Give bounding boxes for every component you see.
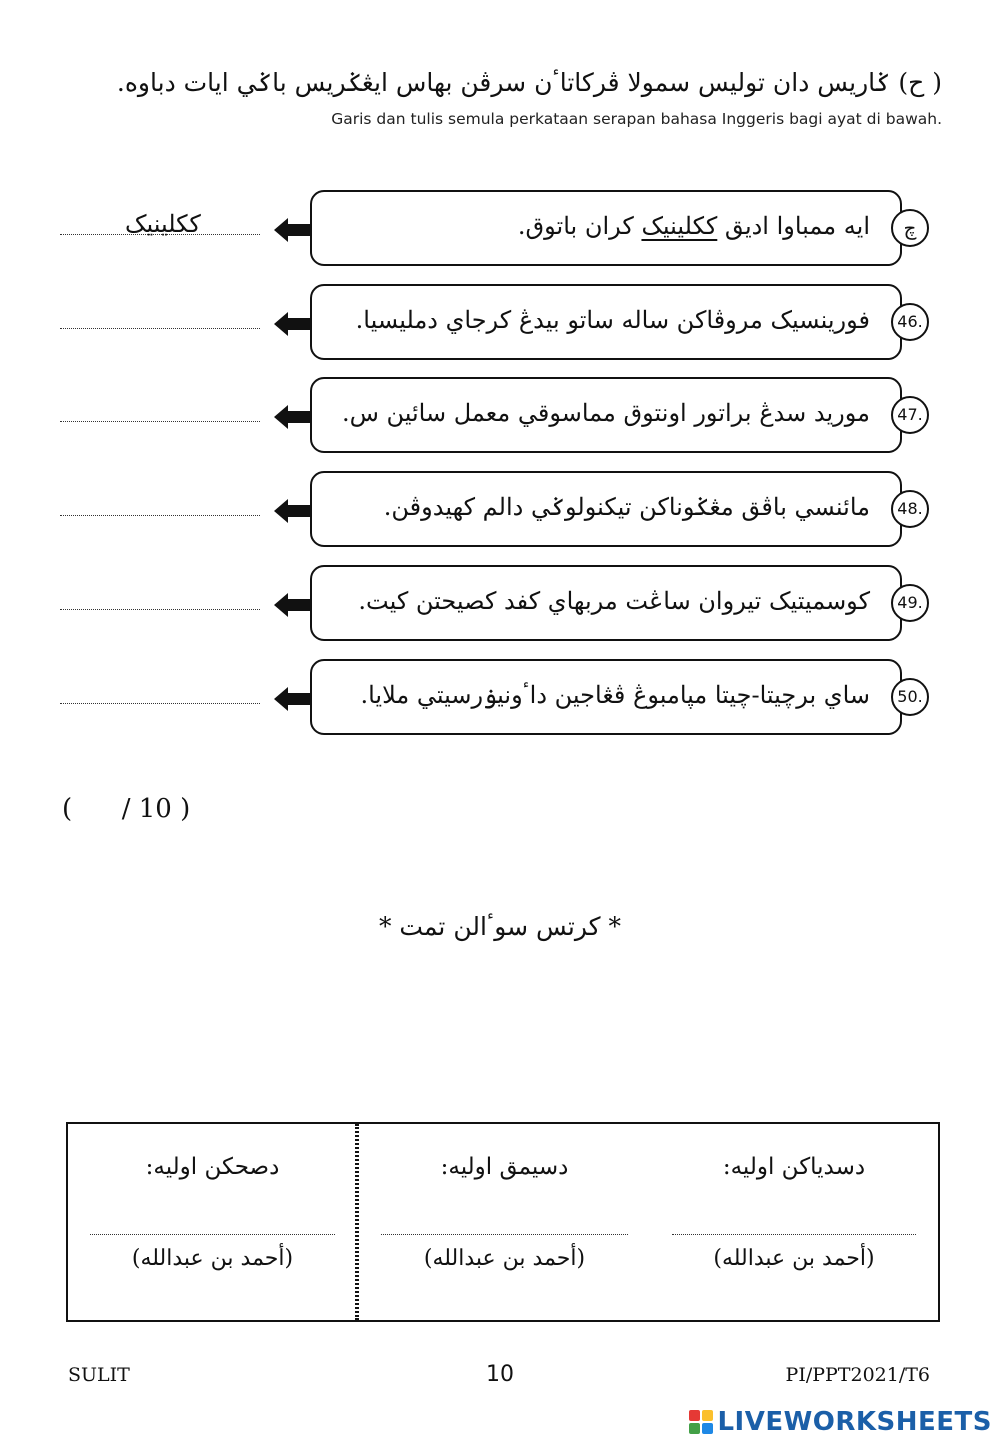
sentence-part: ساي برچيتا-چيتا مپامبوڠ ڤڠاجين داٴونيۏرسيتي ملايا.	[360, 681, 870, 709]
sentence-box	[310, 284, 902, 360]
sentence-text	[518, 212, 870, 240]
sentence-part: موريد سدڠ براتور اونتوق مماسوقي معمل سائين س.	[341, 399, 870, 427]
signature-prepared	[650, 1124, 938, 1320]
question-row	[0, 471, 1000, 551]
question-number: 50.	[891, 678, 929, 716]
sentence-part: كران باتوق.	[517, 212, 642, 240]
answer-field[interactable]	[60, 328, 260, 329]
sentence-part: ايه ممباوا اديق	[717, 212, 870, 240]
signature-name: (أحمد بن عبدالله)	[423, 1246, 586, 1271]
sentence-text	[384, 493, 870, 521]
signature-line[interactable]	[672, 1234, 916, 1235]
signature-table	[66, 1122, 940, 1322]
footer-classification: SULIT	[68, 1364, 130, 1386]
question-number: 47.	[891, 396, 929, 434]
sentence-box	[310, 471, 902, 547]
arrow-left-icon	[274, 312, 312, 336]
sentence-box	[310, 190, 902, 266]
arrow-left-icon	[274, 405, 312, 429]
sentence-part: کوسميتيک تيروان ساڠت مربهاي کفد کصيحتن کيت.	[358, 587, 870, 615]
sentence-part: مائنسي باڤق مڠݢوناکن تيکنولوݢي دالم کهيدوڤن.	[383, 493, 870, 521]
arrow-left-icon	[274, 593, 312, 617]
sentence-text	[342, 399, 870, 427]
question-number: چ	[891, 209, 929, 247]
sentence-text	[360, 681, 870, 709]
score-box: ( / 10 )	[62, 794, 191, 824]
end-of-paper-text: * کرتس سوٴالن تمت *	[378, 912, 622, 941]
instruction-jawi: ( ح) ݢاريس دان توليس سمولا ڤركاتاٴن سرڤن بهاس ايڠݢريس باݢي ايات دباوه.	[116, 68, 942, 97]
answer-field[interactable]	[60, 421, 260, 422]
answer-field[interactable]	[60, 609, 260, 610]
signature-label: دسدياکن اوليه:	[722, 1154, 866, 1180]
signature-checked	[357, 1124, 650, 1320]
question-row	[0, 659, 1000, 739]
signature-approved	[68, 1124, 357, 1320]
page-number: 10	[486, 1362, 514, 1387]
signature-name: (أحمد بن عبدالله)	[131, 1246, 294, 1271]
question-number: 46.	[891, 303, 929, 341]
sentence-box	[310, 659, 902, 735]
question-row	[0, 190, 1000, 270]
question-number: 49.	[891, 584, 929, 622]
answer-field[interactable]	[60, 515, 260, 516]
sentence-box	[310, 565, 902, 641]
signature-name: (أحمد بن عبدالله)	[713, 1246, 875, 1271]
liveworksheets-brand	[689, 1405, 992, 1439]
answer-text: ككلينيک	[125, 210, 201, 238]
liveworksheets-logo-icon	[689, 1410, 713, 1434]
sentence-text	[356, 306, 870, 334]
table-divider	[355, 1124, 357, 1320]
question-row	[0, 284, 1000, 364]
underlined-word: ككلينيک	[641, 212, 718, 240]
arrow-left-icon	[274, 499, 312, 523]
brand-text: LIVEWORKSHEETS	[717, 1407, 992, 1437]
signature-label: دصحکن اوليه:	[145, 1154, 280, 1180]
instruction-latin: Garis dan tulis semula perkataan serapan bahasa Inggeris bagi ayat di bawah.	[331, 110, 942, 128]
signature-label: دسيمق اوليه:	[440, 1154, 569, 1180]
sentence-part: فورينسيک مروڤاکن ساله ساتو بيدڠ کرجاي دمليسيا.	[355, 306, 870, 334]
signature-line[interactable]	[381, 1234, 628, 1235]
sentence-text	[358, 587, 870, 615]
sentence-box	[310, 377, 902, 453]
arrow-left-icon	[274, 218, 312, 242]
footer-code: PI/PPT2021/T6	[785, 1364, 930, 1386]
answer-field[interactable]	[60, 703, 260, 704]
signature-line[interactable]	[90, 1234, 335, 1235]
question-row	[0, 565, 1000, 645]
question-number: 48.	[891, 490, 929, 528]
question-row	[0, 377, 1000, 457]
arrow-left-icon	[274, 687, 312, 711]
